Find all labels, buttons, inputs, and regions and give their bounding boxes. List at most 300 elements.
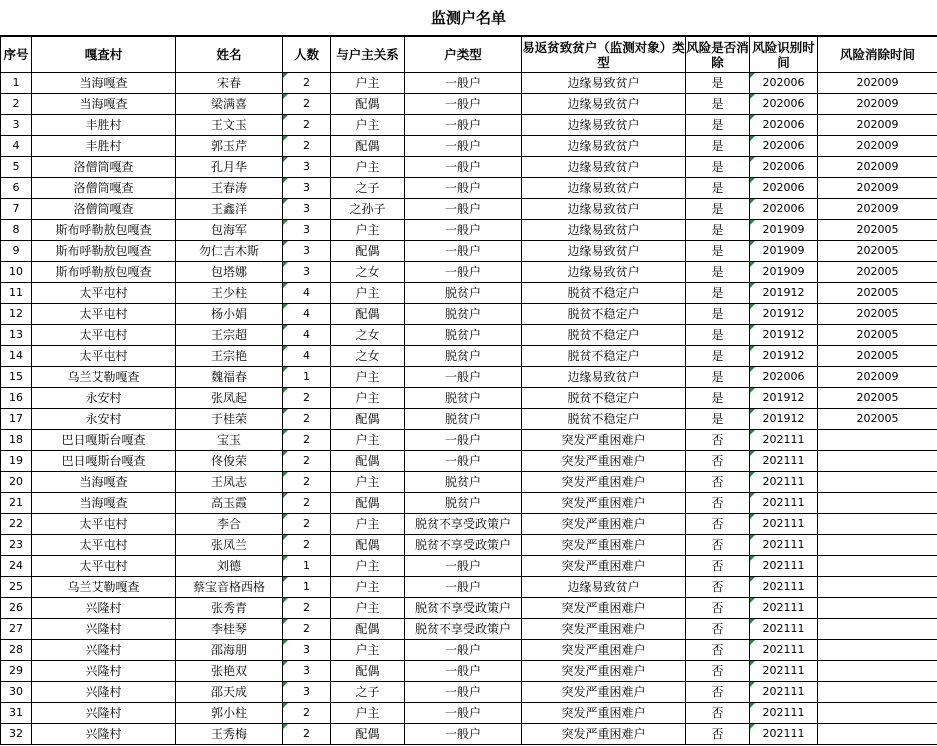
cell-name: 梁满喜: [176, 94, 283, 115]
cell-index: 14: [1, 346, 32, 367]
cell-monitor-type: 边缘易致贫户: [522, 94, 686, 115]
cell-risk-identified-time: 202111: [750, 430, 818, 451]
cell-risk-identified-time: 202111: [750, 598, 818, 619]
sheet-title: 监测户名单: [0, 0, 937, 36]
cell-household-type: 脱贫户: [405, 409, 522, 430]
cell-monitor-type: 边缘易致贫户: [522, 241, 686, 262]
cell-relation: 户主: [331, 472, 405, 493]
cell-name: 杨小娟: [176, 304, 283, 325]
cell-relation: 户主: [331, 703, 405, 724]
cell-count: 3: [283, 241, 331, 262]
cell-risk-removed: 是: [686, 241, 750, 262]
table-row: [1, 640, 937, 661]
cell-risk-removed-time: [818, 556, 937, 577]
cell-monitor-type: 边缘易致贫户: [522, 73, 686, 94]
cell-count: 4: [283, 283, 331, 304]
cell-index: 25: [1, 577, 32, 598]
cell-monitor-type: 突发严重困难户: [522, 682, 686, 703]
table-row: [1, 556, 937, 577]
cell-village: 当海嘎查: [32, 493, 176, 514]
cell-index: 13: [1, 325, 32, 346]
cell-village: 永安村: [32, 388, 176, 409]
cell-risk-removed-time: 202009: [818, 367, 937, 388]
cell-count: 2: [283, 619, 331, 640]
cell-index: 1: [1, 73, 32, 94]
cell-name: 王凤志: [176, 472, 283, 493]
cell-risk-removed-time: 202005: [818, 304, 937, 325]
cell-name: 李桂琴: [176, 619, 283, 640]
cell-monitor-type: 边缘易致贫户: [522, 367, 686, 388]
cell-household-type: 一般户: [405, 157, 522, 178]
cell-monitor-type: 脱贫不稳定户: [522, 346, 686, 367]
cell-risk-removed-time: 202005: [818, 220, 937, 241]
cell-name: 刘德: [176, 556, 283, 577]
table-row: [1, 661, 937, 682]
cell-risk-identified-time: 201912: [750, 388, 818, 409]
cell-risk-removed-time: 202009: [818, 94, 937, 115]
cell-household-type: 脱贫不享受政策户: [405, 598, 522, 619]
table-row: [1, 199, 937, 220]
cell-index: 19: [1, 451, 32, 472]
table-body: [1, 73, 937, 745]
cell-relation: 之子: [331, 178, 405, 199]
header-count: 人数: [283, 37, 331, 73]
cell-risk-identified-time: 202006: [750, 199, 818, 220]
cell-monitor-type: 突发严重困难户: [522, 619, 686, 640]
cell-relation: 户主: [331, 430, 405, 451]
table-row: [1, 178, 937, 199]
cell-name: 邵海朋: [176, 640, 283, 661]
table-row: [1, 220, 937, 241]
cell-monitor-type: 边缘易致贫户: [522, 157, 686, 178]
cell-risk-removed: 否: [686, 493, 750, 514]
table-row: [1, 514, 937, 535]
cell-monitor-type: 脱贫不稳定户: [522, 304, 686, 325]
cell-risk-identified-time: 202111: [750, 724, 818, 745]
cell-risk-removed: 是: [686, 115, 750, 136]
cell-risk-removed-time: [818, 619, 937, 640]
cell-name: 勿仁吉木斯: [176, 241, 283, 262]
cell-count: 2: [283, 451, 331, 472]
cell-village: 当海嘎查: [32, 73, 176, 94]
cell-count: 1: [283, 556, 331, 577]
cell-household-type: 脱贫不享受政策户: [405, 535, 522, 556]
cell-index: 18: [1, 430, 32, 451]
table-row: [1, 262, 937, 283]
table-row: [1, 724, 937, 745]
cell-household-type: 一般户: [405, 724, 522, 745]
cell-index: 3: [1, 115, 32, 136]
cell-relation: 户主: [331, 514, 405, 535]
cell-count: 2: [283, 94, 331, 115]
cell-monitor-type: 突发严重困难户: [522, 451, 686, 472]
cell-count: 3: [283, 682, 331, 703]
cell-risk-removed: 否: [686, 682, 750, 703]
cell-monitor-type: 突发严重困难户: [522, 472, 686, 493]
cell-risk-identified-time: 202006: [750, 178, 818, 199]
table-row: [1, 451, 937, 472]
cell-relation: 户主: [331, 598, 405, 619]
monitor-table: [0, 36, 937, 745]
cell-household-type: 脱贫户: [405, 388, 522, 409]
cell-village: 兴隆村: [32, 703, 176, 724]
cell-risk-removed-time: [818, 640, 937, 661]
cell-risk-removed: 是: [686, 346, 750, 367]
table-row: [1, 535, 937, 556]
cell-risk-removed-time: 202009: [818, 73, 937, 94]
cell-index: 12: [1, 304, 32, 325]
cell-village: 永安村: [32, 409, 176, 430]
cell-household-type: 脱贫户: [405, 493, 522, 514]
cell-household-type: 脱贫户: [405, 304, 522, 325]
cell-name: 宝玉: [176, 430, 283, 451]
cell-household-type: 脱贫户: [405, 346, 522, 367]
cell-index: 5: [1, 157, 32, 178]
cell-risk-removed: 是: [686, 220, 750, 241]
header-monitor-type: 易返贫致贫户（监测对象）类型: [522, 37, 686, 73]
cell-village: 太平屯村: [32, 304, 176, 325]
header-village: 嘎查村: [32, 37, 176, 73]
cell-index: 16: [1, 388, 32, 409]
table-row: [1, 703, 937, 724]
cell-count: 2: [283, 409, 331, 430]
cell-index: 27: [1, 619, 32, 640]
cell-risk-identified-time: 202006: [750, 136, 818, 157]
cell-monitor-type: 边缘易致贫户: [522, 136, 686, 157]
cell-risk-identified-time: 202111: [750, 472, 818, 493]
header-relation: 与户主关系: [331, 37, 405, 73]
cell-relation: 配偶: [331, 619, 405, 640]
cell-village: 乌兰艾勒嘎查: [32, 367, 176, 388]
cell-risk-removed-time: [818, 682, 937, 703]
cell-monitor-type: 突发严重困难户: [522, 535, 686, 556]
cell-risk-identified-time: 202006: [750, 367, 818, 388]
header-household-type: 户类型: [405, 37, 522, 73]
table-row: [1, 241, 937, 262]
cell-relation: 配偶: [331, 724, 405, 745]
table-row: [1, 430, 937, 451]
cell-risk-identified-time: 202111: [750, 682, 818, 703]
cell-name: 王宗超: [176, 325, 283, 346]
cell-household-type: 一般户: [405, 682, 522, 703]
cell-name: 王鑫洋: [176, 199, 283, 220]
cell-village: 洛僧筒嘎查: [32, 199, 176, 220]
cell-relation: 户主: [331, 640, 405, 661]
cell-risk-removed-time: 202005: [818, 346, 937, 367]
cell-household-type: 一般户: [405, 115, 522, 136]
cell-village: 斯布呼勒敖包嘎查: [32, 220, 176, 241]
table-row: [1, 136, 937, 157]
cell-monitor-type: 突发严重困难户: [522, 598, 686, 619]
table-row: [1, 346, 937, 367]
cell-name: 王秀梅: [176, 724, 283, 745]
cell-household-type: 脱贫不享受政策户: [405, 619, 522, 640]
cell-risk-removed: 否: [686, 556, 750, 577]
cell-risk-identified-time: 202006: [750, 94, 818, 115]
cell-household-type: 一般户: [405, 661, 522, 682]
cell-household-type: 一般户: [405, 430, 522, 451]
cell-household-type: 一般户: [405, 451, 522, 472]
cell-risk-removed-time: [818, 598, 937, 619]
cell-risk-identified-time: 202111: [750, 535, 818, 556]
cell-village: 兴隆村: [32, 598, 176, 619]
cell-name: 宋春: [176, 73, 283, 94]
cell-risk-removed-time: [818, 577, 937, 598]
cell-household-type: 一般户: [405, 220, 522, 241]
cell-index: 32: [1, 724, 32, 745]
cell-count: 2: [283, 388, 331, 409]
cell-risk-identified-time: 202111: [750, 619, 818, 640]
header-risk-removed: 风险是否消除: [686, 37, 750, 73]
cell-household-type: 脱贫户: [405, 325, 522, 346]
cell-household-type: 一般户: [405, 262, 522, 283]
cell-risk-removed-time: 202009: [818, 157, 937, 178]
cell-count: 3: [283, 178, 331, 199]
cell-name: 郭小柱: [176, 703, 283, 724]
cell-risk-identified-time: 202111: [750, 661, 818, 682]
cell-household-type: 一般户: [405, 136, 522, 157]
cell-name: 张艳双: [176, 661, 283, 682]
cell-name: 高玉霞: [176, 493, 283, 514]
cell-risk-identified-time: 202111: [750, 451, 818, 472]
cell-count: 2: [283, 115, 331, 136]
cell-risk-removed-time: [818, 451, 937, 472]
cell-count: 2: [283, 535, 331, 556]
cell-village: 斯布呼勒敖包嘎查: [32, 241, 176, 262]
cell-village: 洛僧筒嘎查: [32, 178, 176, 199]
cell-risk-identified-time: 202111: [750, 514, 818, 535]
cell-household-type: 一般户: [405, 199, 522, 220]
cell-relation: 之女: [331, 346, 405, 367]
cell-monitor-type: 突发严重困难户: [522, 640, 686, 661]
cell-relation: 户主: [331, 556, 405, 577]
cell-risk-removed-time: 202009: [818, 178, 937, 199]
cell-risk-identified-time: 202006: [750, 157, 818, 178]
cell-risk-removed: 是: [686, 304, 750, 325]
cell-index: 22: [1, 514, 32, 535]
header-row: [1, 37, 937, 73]
cell-relation: 之子: [331, 682, 405, 703]
cell-count: 2: [283, 73, 331, 94]
cell-risk-identified-time: 202006: [750, 115, 818, 136]
cell-name: 于桂荣: [176, 409, 283, 430]
cell-risk-removed: 否: [686, 661, 750, 682]
cell-risk-identified-time: 201912: [750, 283, 818, 304]
cell-risk-removed: 否: [686, 703, 750, 724]
cell-monitor-type: 边缘易致贫户: [522, 577, 686, 598]
table-row: [1, 325, 937, 346]
cell-relation: 配偶: [331, 661, 405, 682]
cell-village: 太平屯村: [32, 556, 176, 577]
cell-risk-removed-time: [818, 535, 937, 556]
cell-risk-removed: 否: [686, 724, 750, 745]
cell-monitor-type: 脱贫不稳定户: [522, 325, 686, 346]
cell-risk-identified-time: 201912: [750, 409, 818, 430]
cell-relation: 配偶: [331, 535, 405, 556]
cell-relation: 配偶: [331, 136, 405, 157]
cell-count: 3: [283, 262, 331, 283]
table-row: [1, 388, 937, 409]
cell-risk-removed-time: [818, 493, 937, 514]
cell-village: 丰胜村: [32, 115, 176, 136]
cell-monitor-type: 突发严重困难户: [522, 556, 686, 577]
cell-monitor-type: 边缘易致贫户: [522, 220, 686, 241]
cell-risk-identified-time: 202006: [750, 73, 818, 94]
cell-risk-removed: 否: [686, 598, 750, 619]
cell-monitor-type: 突发严重困难户: [522, 724, 686, 745]
cell-household-type: 一般户: [405, 178, 522, 199]
cell-monitor-type: 突发严重困难户: [522, 493, 686, 514]
cell-village: 当海嘎查: [32, 472, 176, 493]
table-row: [1, 409, 937, 430]
cell-risk-identified-time: 202111: [750, 703, 818, 724]
cell-name: 包海军: [176, 220, 283, 241]
cell-index: 21: [1, 493, 32, 514]
cell-monitor-type: 突发严重困难户: [522, 703, 686, 724]
cell-risk-removed-time: 202005: [818, 325, 937, 346]
cell-village: 当海嘎查: [32, 94, 176, 115]
cell-household-type: 脱贫户: [405, 472, 522, 493]
cell-household-type: 一般户: [405, 241, 522, 262]
cell-count: 2: [283, 472, 331, 493]
cell-household-type: 一般户: [405, 703, 522, 724]
cell-risk-removed: 否: [686, 451, 750, 472]
cell-risk-removed-time: 202005: [818, 388, 937, 409]
cell-count: 3: [283, 157, 331, 178]
cell-village: 丰胜村: [32, 136, 176, 157]
table-row: [1, 577, 937, 598]
cell-count: 1: [283, 577, 331, 598]
cell-relation: 配偶: [331, 94, 405, 115]
cell-monitor-type: 边缘易致贫户: [522, 115, 686, 136]
cell-index: 23: [1, 535, 32, 556]
table-row: [1, 472, 937, 493]
cell-index: 28: [1, 640, 32, 661]
cell-risk-removed-time: [818, 472, 937, 493]
cell-risk-identified-time: 202111: [750, 493, 818, 514]
cell-count: 3: [283, 220, 331, 241]
cell-village: 巴日嘎斯台嘎查: [32, 430, 176, 451]
cell-risk-removed-time: 202005: [818, 283, 937, 304]
cell-name: 王春涛: [176, 178, 283, 199]
cell-household-type: 脱贫不享受政策户: [405, 514, 522, 535]
cell-village: 巴日嘎斯台嘎查: [32, 451, 176, 472]
cell-relation: 户主: [331, 388, 405, 409]
cell-village: 兴隆村: [32, 682, 176, 703]
table-row: [1, 493, 937, 514]
table-row: [1, 73, 937, 94]
header-name: 姓名: [176, 37, 283, 73]
cell-count: 2: [283, 136, 331, 157]
cell-household-type: 一般户: [405, 577, 522, 598]
table-row: [1, 598, 937, 619]
cell-risk-removed-time: 202005: [818, 241, 937, 262]
table-row: [1, 115, 937, 136]
cell-risk-removed-time: 202009: [818, 115, 937, 136]
cell-risk-removed: 否: [686, 430, 750, 451]
cell-name: 王宗艳: [176, 346, 283, 367]
cell-name: 张秀青: [176, 598, 283, 619]
cell-index: 11: [1, 283, 32, 304]
cell-risk-removed-time: [818, 430, 937, 451]
cell-count: 4: [283, 346, 331, 367]
cell-relation: 配偶: [331, 409, 405, 430]
cell-village: 太平屯村: [32, 283, 176, 304]
cell-risk-identified-time: 202111: [750, 577, 818, 598]
cell-count: 4: [283, 325, 331, 346]
cell-count: 3: [283, 661, 331, 682]
cell-index: 8: [1, 220, 32, 241]
table-row: [1, 157, 937, 178]
cell-index: 6: [1, 178, 32, 199]
cell-name: 包塔娜: [176, 262, 283, 283]
cell-monitor-type: 边缘易致贫户: [522, 199, 686, 220]
cell-risk-identified-time: 201912: [750, 304, 818, 325]
cell-risk-removed: 否: [686, 640, 750, 661]
cell-risk-identified-time: 201909: [750, 220, 818, 241]
cell-risk-identified-time: 201909: [750, 262, 818, 283]
cell-name: 王少柱: [176, 283, 283, 304]
cell-index: 24: [1, 556, 32, 577]
cell-name: 张凤起: [176, 388, 283, 409]
cell-index: 31: [1, 703, 32, 724]
cell-risk-removed-time: [818, 724, 937, 745]
cell-village: 兴隆村: [32, 619, 176, 640]
cell-village: 兴隆村: [32, 724, 176, 745]
cell-risk-removed: 是: [686, 283, 750, 304]
cell-risk-removed: 否: [686, 472, 750, 493]
cell-count: 2: [283, 703, 331, 724]
cell-risk-removed: 是: [686, 325, 750, 346]
cell-risk-identified-time: 202111: [750, 640, 818, 661]
cell-index: 4: [1, 136, 32, 157]
cell-risk-identified-time: 201912: [750, 346, 818, 367]
cell-risk-removed-time: [818, 703, 937, 724]
table-row: [1, 283, 937, 304]
cell-relation: 配偶: [331, 451, 405, 472]
cell-risk-removed: 否: [686, 535, 750, 556]
cell-relation: 之女: [331, 325, 405, 346]
cell-count: 2: [283, 430, 331, 451]
cell-relation: 户主: [331, 220, 405, 241]
cell-index: 9: [1, 241, 32, 262]
cell-village: 太平屯村: [32, 535, 176, 556]
cell-name: 郭玉芹: [176, 136, 283, 157]
cell-monitor-type: 边缘易致贫户: [522, 178, 686, 199]
cell-risk-removed: 是: [686, 262, 750, 283]
cell-risk-removed: 否: [686, 577, 750, 598]
cell-relation: 配偶: [331, 241, 405, 262]
cell-count: 2: [283, 514, 331, 535]
header-index: 序号: [1, 37, 32, 73]
cell-name: 魏福春: [176, 367, 283, 388]
cell-relation: 户主: [331, 157, 405, 178]
cell-name: 蔡宝音格西格: [176, 577, 283, 598]
cell-risk-removed: 是: [686, 94, 750, 115]
cell-household-type: 一般户: [405, 367, 522, 388]
cell-risk-removed: 是: [686, 157, 750, 178]
cell-household-type: 一般户: [405, 73, 522, 94]
cell-relation: 之女: [331, 262, 405, 283]
cell-risk-removed: 是: [686, 388, 750, 409]
cell-risk-removed: 否: [686, 514, 750, 535]
cell-risk-identified-time: 201912: [750, 325, 818, 346]
cell-count: 2: [283, 598, 331, 619]
cell-risk-removed: 是: [686, 199, 750, 220]
cell-monitor-type: 突发严重困难户: [522, 661, 686, 682]
cell-village: 太平屯村: [32, 514, 176, 535]
cell-name: 李合: [176, 514, 283, 535]
